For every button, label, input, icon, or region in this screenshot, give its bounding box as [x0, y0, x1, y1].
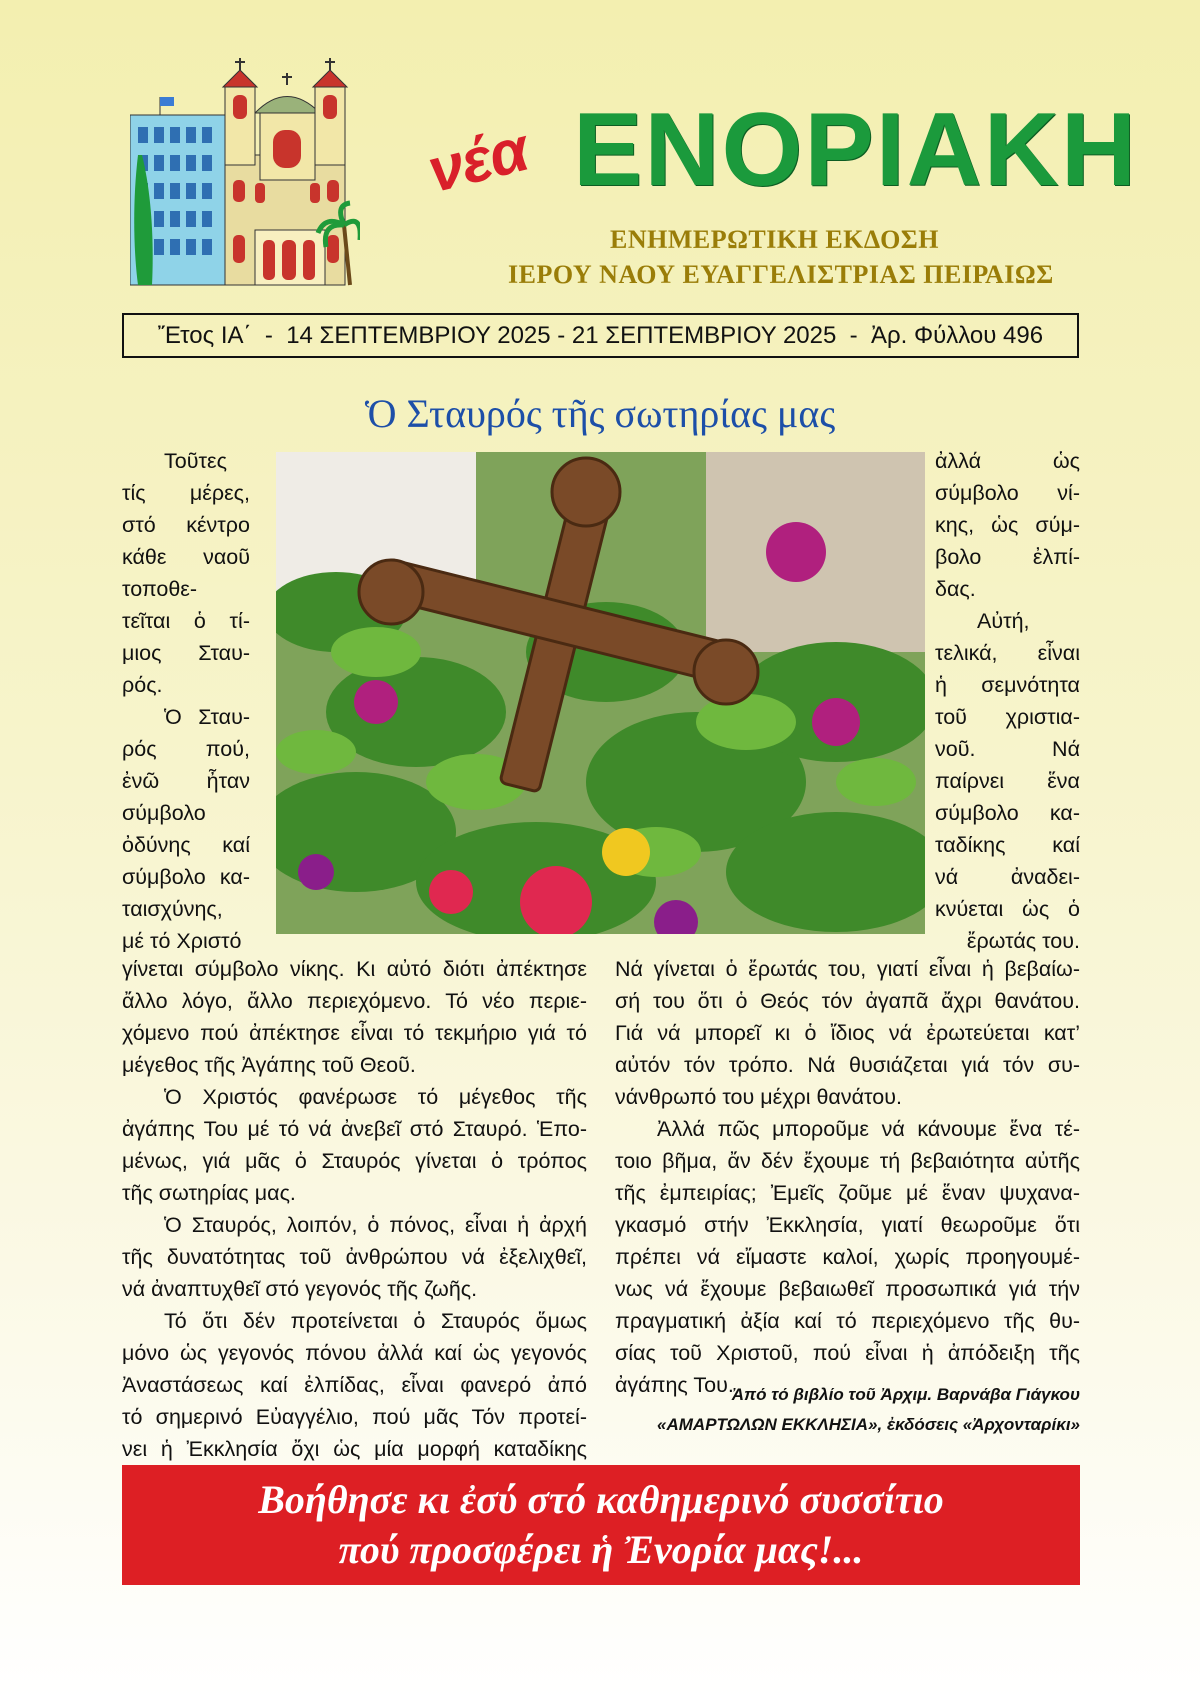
- text-line: Τό ὅτι δέν προτείνεται ὁ Σταυρός ὅμως: [164, 1309, 587, 1333]
- left-narrow-column: [122, 445, 250, 957]
- text-line: τεῖται ὁ τί-: [122, 609, 250, 633]
- text-line: σύμβολο: [122, 801, 206, 825]
- text-line: Νά γίνεται ὁ ἔρωτάς του, γιατί εἶναι ἡ βεβαίω-: [615, 957, 1080, 981]
- text-line: κνύεται ὡς ὁ: [935, 897, 1080, 921]
- text-line: βολο ἐλπί-: [935, 545, 1080, 569]
- newsletter-title: ΕΝΟΡΙΑΚΗ: [573, 92, 1138, 208]
- text-line: τοιο βῆμα, ἄν δέν ἔχουμε τή βεβαιότητα αὐτῆς: [615, 1149, 1080, 1173]
- text-line: ἄλλο λόγο, ἄλλο περιεχόμενο. Τό νέο περιε-: [122, 989, 587, 1013]
- text-line: σύμβολο νί-: [935, 481, 1080, 505]
- text-line: παίρνει ἕνα: [935, 769, 1080, 793]
- text-line: τό σημερινό Εὐαγγέλιο, πού μᾶς Τόν προτεί-: [122, 1405, 587, 1429]
- text-line: ταδίκης καί: [935, 833, 1080, 857]
- text-line: κης, ὡς σύμ-: [935, 513, 1080, 537]
- text-line: πρέπει νά εἴμαστε καλοί, χωρίς προηγουμέ-: [615, 1245, 1080, 1269]
- subtitle-publication: ΕΝΗΜΕΡΩΤΙΚΗ ΕΚΔΟΣΗ: [610, 225, 940, 254]
- text-line: ρός.: [122, 673, 163, 697]
- nea-wordmark: νέα: [421, 114, 535, 207]
- text-line: γκασμό στήν Ἐκκλησία, γιατί θεωροῦμε ὅτι: [615, 1213, 1080, 1237]
- text-line: ὀδύνης καί: [122, 833, 250, 857]
- text-line: σή του ὅτι ὁ Θεός τόν ἀγαπᾶ ἄχρι θανάτου.: [615, 989, 1080, 1013]
- issue-info-text: Ἔτος ΙΑ΄ - 14 ΣΕΠΤΕΜΒΡΙΟΥ 2025 - 21 ΣΕΠΤΕΜΒΡΙΟΥ 2025 - Ἀρ. Φύλλου 496: [157, 321, 1044, 349]
- text-line: ἡ σεμνότητα: [935, 673, 1080, 697]
- text-line: σύμβολο κα-: [935, 801, 1080, 825]
- right-wide-column: [615, 953, 1080, 1401]
- text-line: τοποθε-: [122, 577, 198, 601]
- text-line: χόμενο πού ἀπέκτησε εἶναι τό τεκμήριο γιά τό: [122, 1021, 587, 1045]
- text-line: ἔρωτάς του.: [966, 929, 1080, 953]
- text-line: τῆς ἐμπειρίας; Ἐμεῖς ζοῦμε μέ ἕναν ψυχανα-: [615, 1181, 1080, 1205]
- banner-line-2: πού προσφέρει ἡ Ἐνορία μας!...: [338, 1527, 864, 1572]
- text-line: Γιά νά μπορεῖ κι ὁ ἴδιος νά ἐρωτεύεται κατ’: [615, 1021, 1080, 1045]
- text-line: νά ἀναδει-: [935, 865, 1080, 889]
- text-line: σίας τοῦ Χριστοῦ, πού εἶναι ἡ ἀπόδειξη τῆς: [615, 1341, 1080, 1365]
- text-line: Αὐτή,: [977, 609, 1030, 633]
- source-attribution-book: Ἀπό τό βιβλίο τοῦ Ἀρχιμ. Βαρνάβα Γιάγκου: [731, 1385, 1080, 1404]
- text-line: τοῦ χριστια-: [935, 705, 1080, 729]
- left-wide-column: [122, 953, 587, 1465]
- text-line: κάθε ναοῦ: [122, 545, 250, 569]
- subtitle-parish: ΙΕΡΟΥ ΝΑΟΥ ΕΥΑΓΓΕΛΙΣΤΡΙΑΣ ΠΕΙΡΑΙΩΣ: [508, 260, 1054, 289]
- text-line: ταισχύνης,: [122, 897, 223, 921]
- soup-kitchen-banner: [122, 1465, 1080, 1585]
- text-line: μέ τό Χριστό: [122, 929, 242, 953]
- text-line: τελικά, εἶναι: [935, 641, 1080, 665]
- text-line: μένως, γιά μᾶς ὁ Σταυρός γίνεται ὁ τρόπος: [122, 1149, 587, 1173]
- text-line: ἀγάπης Του μέ τό νά ἀνεβεῖ στό Σταυρό. Ἑπο-: [122, 1117, 587, 1141]
- text-line: Ἀλλά πῶς μποροῦμε νά κάνουμε ἕνα τέ-: [657, 1117, 1080, 1141]
- banner-line-1: Βοήθησε κι ἐσύ στό καθημερινό συσσίτιο: [258, 1477, 944, 1522]
- text-line: νει ἡ Ἐκκλησία ὄχι ὡς μία μορφή καταδίκης: [122, 1437, 587, 1461]
- text-line: μέγεθος τῆς Ἀγάπης τοῦ Θεοῦ.: [122, 1053, 416, 1077]
- text-line: σύμβολο κα-: [122, 865, 250, 889]
- right-narrow-column: [935, 445, 1080, 957]
- text-line: ἐνῶ ἦταν: [122, 769, 250, 793]
- church-logo: [130, 55, 360, 290]
- text-line: Ὁ Σταυ-: [164, 705, 250, 729]
- text-line: γίνεται σύμβολο νίκης. Κι αὐτό διότι ἀπέκτησε: [122, 957, 587, 981]
- text-line: ἀλλά ὡς: [935, 449, 1080, 473]
- text-line: νοῦ. Νά: [935, 737, 1080, 761]
- text-line: Τοῦτες: [164, 449, 227, 473]
- text-line: νά ἀναπτυχθεῖ στό γεγονός τῆς ζωῆς.: [122, 1277, 478, 1301]
- source-attribution-publisher: «ΑΜΑΡΤΩΛΩΝ ΕΚΚΛΗΣΙΑ», ἐκδόσεις «Ἀρχονταρίκι»: [657, 1415, 1080, 1434]
- text-line: Ὁ Χριστός φανέρωσε τό μέγεθος τῆς: [164, 1085, 587, 1109]
- text-line: μόνο ὡς γεγονός πόνου ἀλλά καί ὡς γεγονός: [122, 1341, 587, 1365]
- text-line: δας.: [935, 577, 976, 601]
- article-title: Ὁ Σταυρός τῆς σωτηρίας μας: [364, 391, 836, 436]
- text-line: νως νά ἔχουμε βεβαιωθεῖ προσωπικά γιά τήν: [615, 1277, 1080, 1301]
- text-line: νάνθρωπό του μέχρι θανάτου.: [615, 1085, 902, 1109]
- cross-with-basil-photo: [276, 452, 925, 934]
- text-line: μιος Σταυ-: [122, 641, 250, 665]
- text-line: τῆς δυνατότητας τοῦ ἀνθρώπου νά ἐξελιχθεῖ,: [122, 1245, 587, 1269]
- issue-info-box: [122, 313, 1079, 358]
- text-line: στό κέντρο: [122, 513, 250, 537]
- text-line: Ὁ Σταυρός, λοιπόν, ὁ πόνος, εἶναι ἡ ἀρχή: [164, 1213, 587, 1237]
- text-line: πραγματική ἀξία καί τό περιεχόμενο τῆς θυ-: [615, 1309, 1080, 1333]
- text-line: τίς μέρες,: [122, 481, 250, 505]
- text-line: αὐτόν τόν τρόπο. Νά θυσιάζεται γιά τόν συ-: [615, 1053, 1080, 1077]
- text-line: ἀγάπης Του.: [615, 1373, 734, 1397]
- text-line: Ἀναστάσεως καί ἐλπίδας, εἶναι φανερό ἀπό: [122, 1373, 587, 1397]
- text-line: ρός πού,: [122, 737, 250, 761]
- text-line: τῆς σωτηρίας μας.: [122, 1181, 296, 1205]
